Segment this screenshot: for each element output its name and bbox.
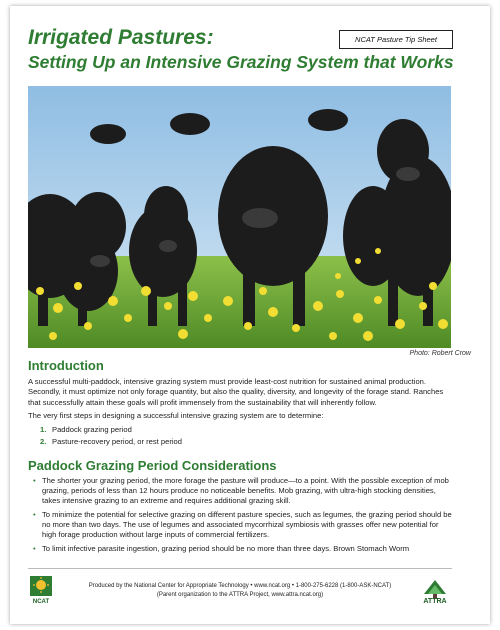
footer-line-1: Produced by the National Center for Appropriate Technology • www.ncat.org • 1-800-275-6228 (1-800-ASK-NCAT) bbox=[88, 583, 392, 589]
list-item: • The shorter your grazing period, the more forage the pasture will produce—to a point. With the possible exception of mob grazing, periods of less than 12 hours produce no noticeable benefits. Mob grazing, with ultra-high stocking densities, takes intensive grazing to an extreme and requires additional grazing skill. bbox=[28, 476, 452, 506]
paddock-bullets bbox=[28, 476, 452, 558]
attra-logo-text: ATTRA bbox=[423, 598, 447, 605]
cattle-photo bbox=[28, 86, 451, 348]
paddock-heading: Paddock Grazing Period Considerations bbox=[28, 458, 277, 473]
list-item: 1. Paddock grazing period bbox=[40, 425, 132, 434]
document-subtitle: Setting Up an Intensive Grazing System that Works bbox=[28, 52, 454, 72]
steps-list bbox=[40, 425, 182, 449]
tip-sheet-label: NCAT Pasture Tip Sheet bbox=[339, 30, 453, 49]
introduction-heading: Introduction bbox=[28, 358, 104, 373]
footer-divider bbox=[28, 568, 452, 569]
introduction-lead: The very first steps in designing a successful intensive grazing system are to determine: bbox=[28, 411, 324, 420]
introduction-paragraph: A successful multi-paddock, intensive grazing system must provide least-cost nutrition for sustained animal production. Secondly, it must optimize not only forage quantity, but also the quality, diversity, and longevity of the forage stand. Ranches that successfully attain these goals will profit immensely from the sustainability that will inherently follow. bbox=[28, 377, 444, 407]
footer-line-2: (Parent organization to the ATTRA Project, www.attra.ncat.org) bbox=[156, 592, 324, 598]
document-title: Irrigated Pastures: bbox=[28, 26, 214, 49]
list-item: • To minimize the potential for selective grazing on different pasture species, such as legumes, the grazing period should be no more than two days. The use of legumes and associated mycorrhizal symbiosis with grasses offer new potential for high forage production without large inputs of commercial fertilizers. bbox=[28, 510, 452, 540]
list-item: • To limit infective parasite ingestion, grazing period should be no more than three days. Brown Stomach Worm bbox=[28, 544, 452, 554]
svg-text:NCAT: NCAT bbox=[32, 599, 50, 604]
footer-text bbox=[80, 582, 400, 600]
ncat-logo-icon bbox=[30, 576, 52, 604]
list-item: 2. Pasture-recovery period, or rest period bbox=[40, 437, 182, 446]
photo-credit: Photo: Robert Crow bbox=[409, 350, 471, 357]
